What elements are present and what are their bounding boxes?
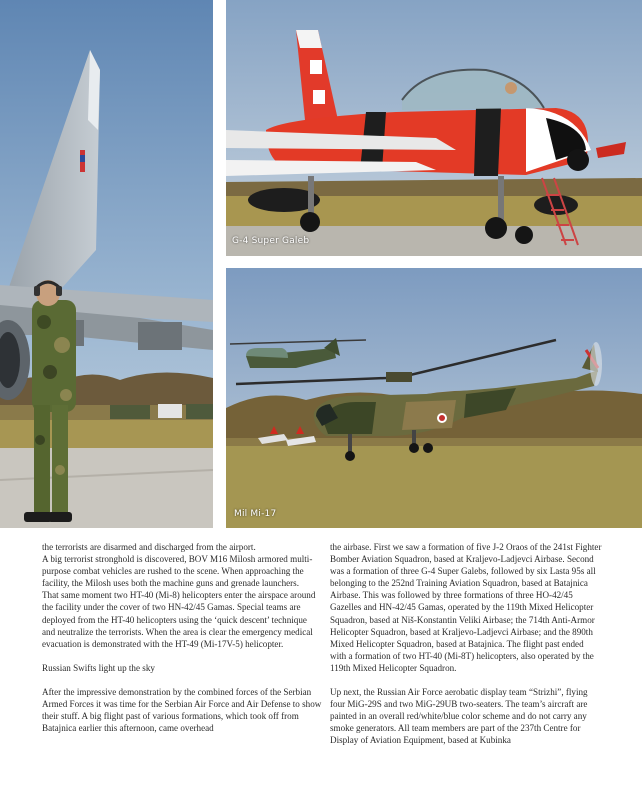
paragraph: the terrorists are disarmed and discharged from the airport. bbox=[42, 542, 256, 552]
text-column-left bbox=[42, 541, 322, 734]
photo-mi17-helicopter bbox=[226, 268, 642, 528]
photo-soldier-jet bbox=[0, 0, 213, 528]
section-heading: Russian Swifts light up the sky bbox=[42, 662, 155, 673]
paragraph: the airbase. First we saw a formation of five J-2 Oraos of the 241st Fighter Bomber Aviation Squadron, based at Kraljevo-Ladjevci Airbase. Second was a formation of three G-4 Super Galebs, followed by six Lasta 95s all belonging to the 252nd Training Aviation Squadron, based at Batajnica Airbase. This was followed by three formations of three HO-42/45 Gazelles and HN-42/45 Gamas, operated by the 119th Mixed Helicopter Squadron, based at Niš-Konstantin Veliki Airbase; the 714th Anti-Armor Helicopter Squadron, based at Kraljevo-Ladjevci Airbase; and the 890th Mixed Helicopter Squadron, based at Batajnica. The flight past ended with a formation of two HT-40 (Mi-8T) helicopters, also operated by the 119th Mixed Helicopter Squadron. bbox=[330, 542, 602, 673]
photo-g4-super-galeb bbox=[226, 0, 642, 256]
paragraph: After the impressive demonstration by the combined forces of the Serbian Armed Forces it was time for the Serbian Air Force and Air Defense to show their stuff. A big flight past of various formations, which took off from Batajnica earlier this afternoon, came overhead bbox=[42, 686, 322, 734]
text-column-right bbox=[330, 541, 602, 747]
paragraph: A big terrorist stronghold is discovered, BOV M16 Milosh armored multi-purpose combat vehicles are rushed to the scene. When approaching the facility, the Milosh uses both the machine guns and grenade launchers. bbox=[42, 554, 313, 589]
caption-g4: G-4 Super Galeb bbox=[232, 236, 310, 246]
paragraph: That same moment two HT-40 (Mi-8) helicopters enter the airspace around the facility under the cover of two HN-42/45 Gamas. Special teams are deployed from the HT-40 helicopters using the ‘quick descent’ technique and neutralize the terrorists. When the area is clear the emergency medical evacuation is demonstrated with the HT-49 (Mi-17V-5) helicopter. bbox=[42, 590, 316, 649]
paragraph: Up next, the Russian Air Force aerobatic display team “Strizhi”, flying four MiG-29S and two MiG-29UB two-seaters. The team’s aircraft are painted in an overall red/white/blue color scheme and do not carry any smoke generators. All team members are part of the 237th Centre for Display of Aviation Equipment, based at Kubinka bbox=[330, 687, 588, 746]
caption-mi17: Mil Mi-17 bbox=[234, 509, 277, 519]
